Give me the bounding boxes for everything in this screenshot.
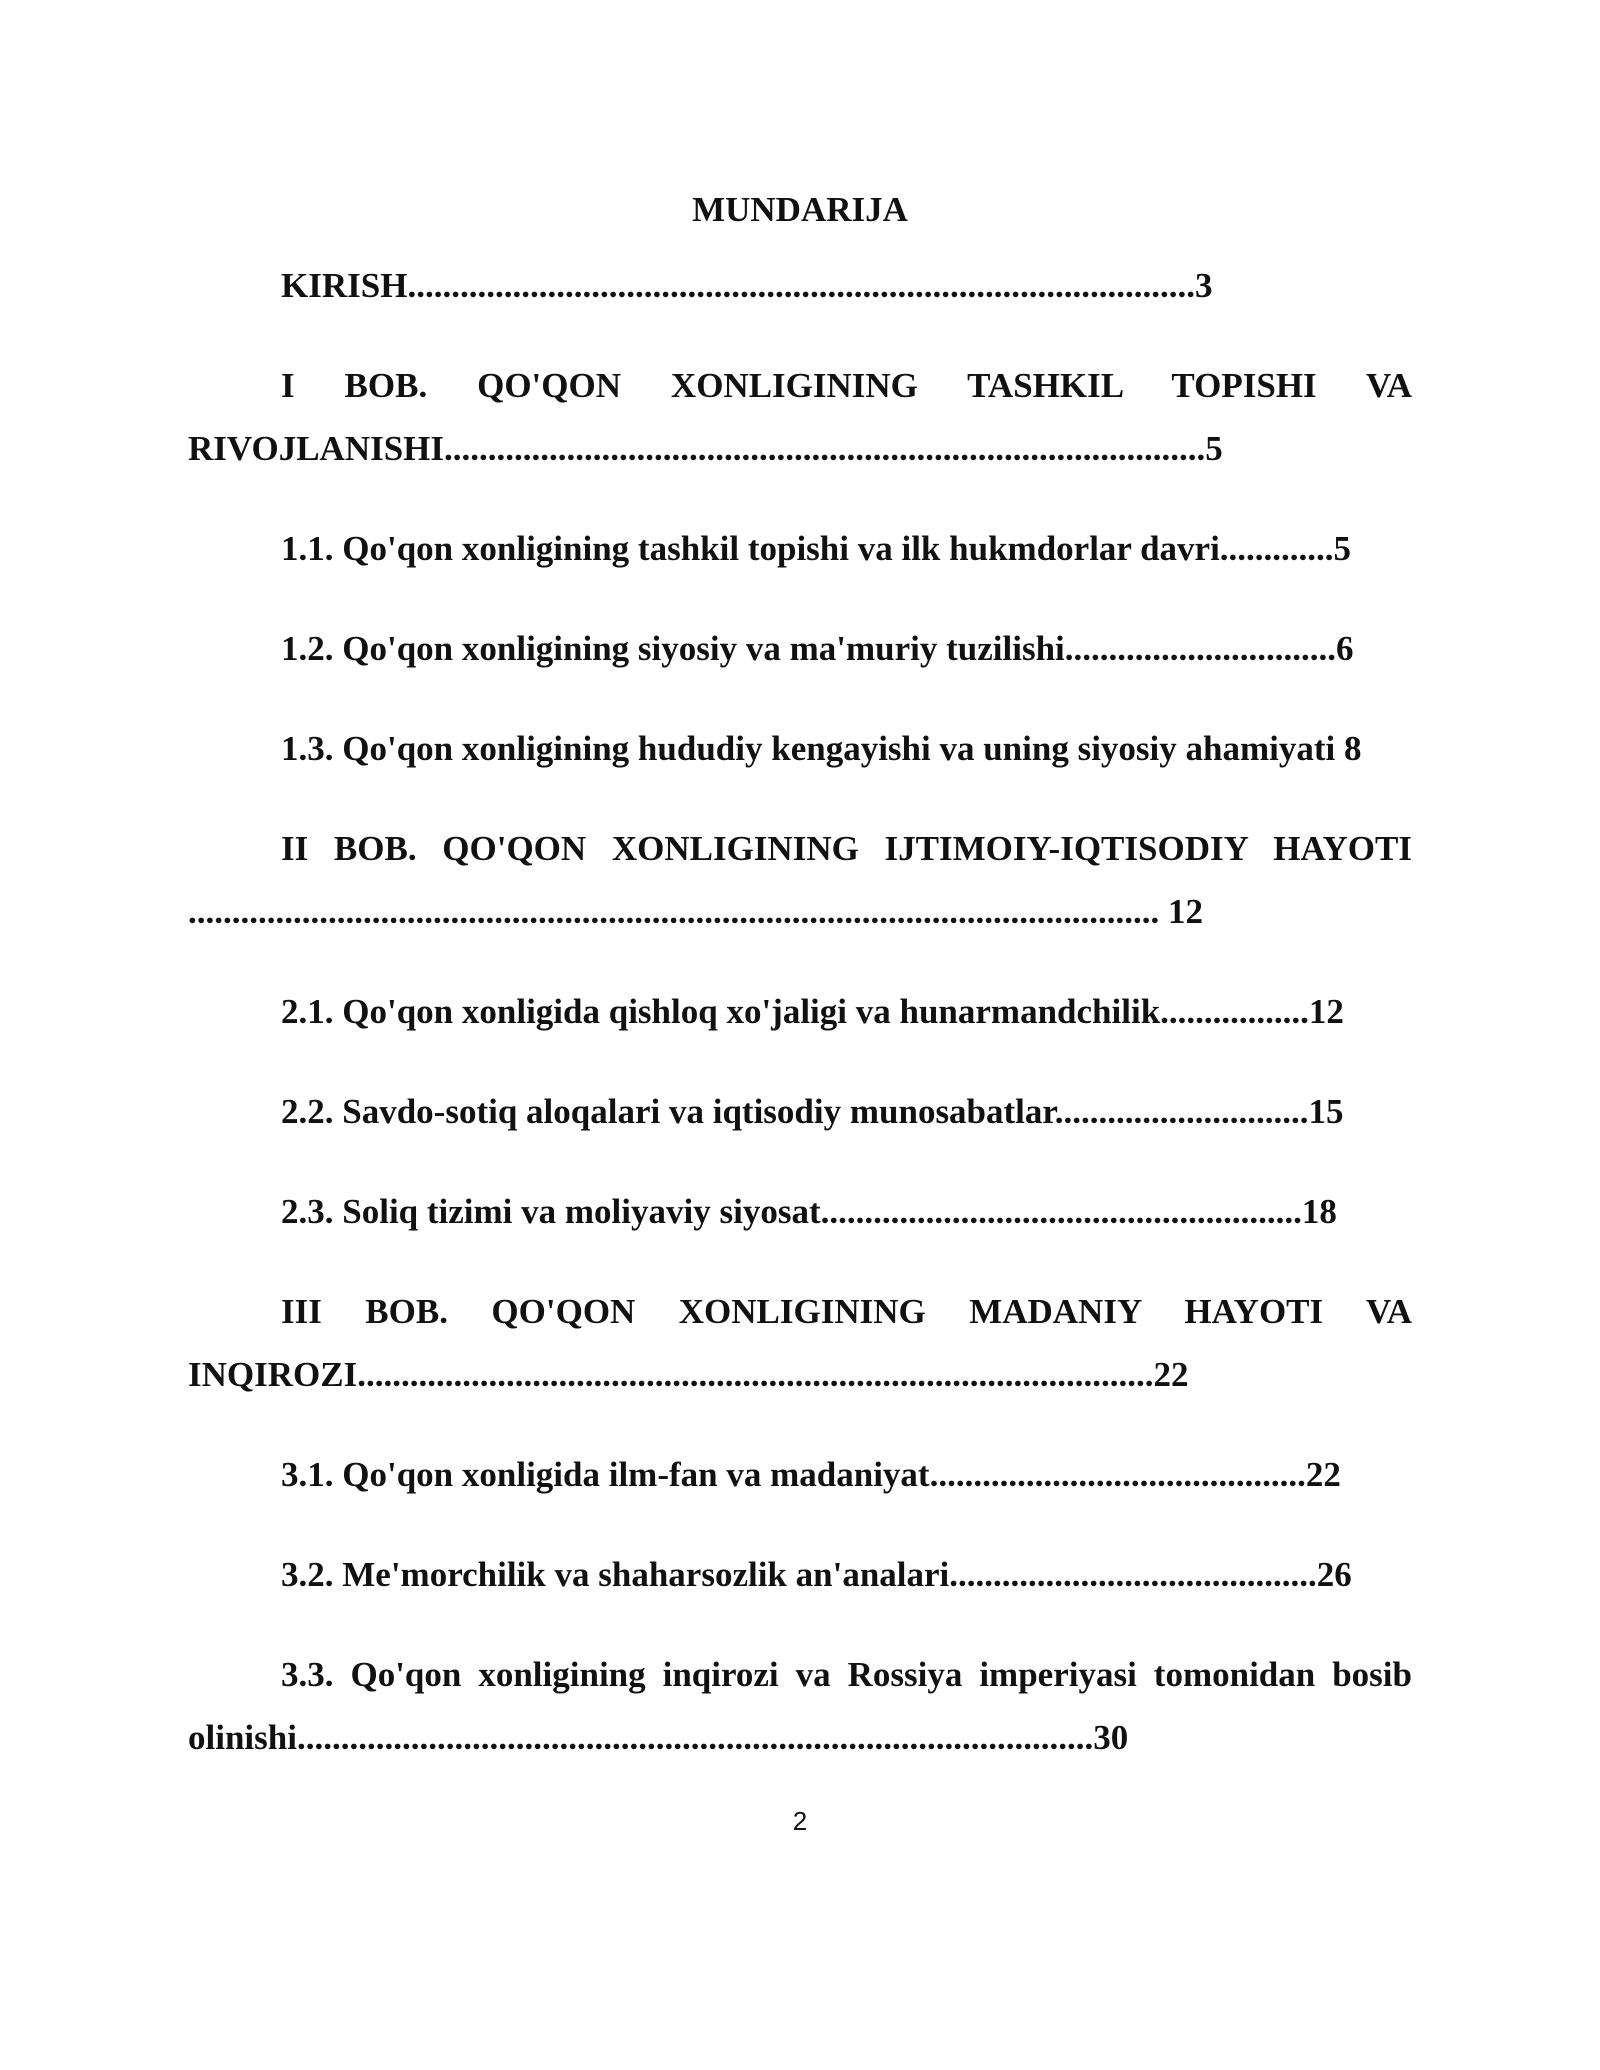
page-number: 2 — [792, 1806, 808, 1836]
toc-heading: 3.1. Qo'qon xonligida ilm-fan va madaniyat — [281, 1455, 930, 1494]
toc-dots: .......................................................................................... — [407, 266, 1195, 305]
toc-entry-kirish — [188, 254, 1412, 317]
toc-entry-section-2-1 — [188, 980, 1412, 1043]
toc-heading: 1.1. Qo'qon xonligining tashkil topishi va ilk hukmdorlar davri — [281, 529, 1220, 568]
toc-dots: ................. — [1160, 992, 1309, 1031]
toc-entry-chapter-1 — [188, 354, 1412, 480]
toc-page-number: 12 — [1308, 992, 1344, 1031]
toc-page-number: 6 — [1336, 629, 1354, 668]
toc-heading: 2.3. Soliq tizimi va moliyaviy siyosat — [281, 1192, 821, 1231]
toc-heading: II BOB. QO'QON XONLIGINING IJTIMOIY-IQTISODIY HAYOTI — [281, 829, 1412, 868]
table-of-contents — [188, 254, 1412, 1769]
toc-entry-section-2-3 — [188, 1180, 1412, 1243]
toc-page-number: 22 — [1305, 1455, 1341, 1494]
toc-page-number: 15 — [1308, 1092, 1344, 1131]
toc-heading: 1.3. Qo'qon xonligining hududiy kengayishi va uning siyosiy ahamiyati — [281, 729, 1336, 768]
toc-dots: ............................. — [1054, 1092, 1309, 1131]
toc-entry-section-3-2 — [188, 1543, 1412, 1606]
toc-entry-section-1-3 — [188, 717, 1412, 780]
toc-heading: 2.1. Qo'qon xonligida qishloq xo'jaligi va hunarmandchilik — [281, 992, 1161, 1031]
toc-dots: ........................................... — [929, 1455, 1306, 1494]
toc-entry-section-1-1 — [188, 517, 1412, 580]
toc-heading: I BOB. QO'QON XONLIGINING TASHKIL TOPISHI VA RIVOJLANISHI — [188, 366, 1412, 468]
toc-page-number: 26 — [1316, 1555, 1352, 1594]
toc-dots: ............. — [1219, 529, 1334, 568]
toc-page-number: 5 — [1205, 429, 1223, 468]
toc-entry-section-1-2 — [188, 617, 1412, 680]
toc-heading: 1.2. Qo'qon xonligining siyosiy va ma'muriy tuzilishi — [281, 629, 1065, 668]
toc-entry-chapter-2 — [188, 817, 1412, 943]
toc-dots: ........................................................................................... — [296, 1718, 1094, 1757]
toc-entry-section-3-1 — [188, 1443, 1412, 1506]
toc-page-number: 30 — [1093, 1718, 1129, 1757]
toc-page-number: 12 — [1159, 892, 1203, 931]
toc-dots: .......................................... — [949, 1555, 1317, 1594]
toc-page-number: 8 — [1335, 729, 1362, 768]
toc-heading: 3.3. Qo'qon xonligining inqirozi va Rossiya imperiyasi tomonidan bosib olinishi — [188, 1655, 1412, 1757]
toc-page-number: 5 — [1333, 529, 1352, 568]
toc-heading: 2.2. Savdo-sotiq aloqalari va iqtisodiy munosabatlar — [281, 1092, 1055, 1131]
toc-heading: KIRISH — [281, 266, 408, 305]
toc-heading: III BOB. QO'QON XONLIGINING MADANIY HAYOTI VA INQIROZI — [188, 1292, 1412, 1394]
toc-title: MUNDARIJA — [692, 190, 908, 229]
toc-entry-section-3-3 — [188, 1643, 1412, 1769]
toc-dots: ....................................................................................... — [444, 429, 1206, 468]
toc-page-number: 22 — [1153, 1355, 1189, 1394]
toc-dots: ....................................................... — [820, 1192, 1302, 1231]
toc-page-number: 18 — [1301, 1192, 1337, 1231]
toc-dots: ............................................................................................................... — [188, 892, 1160, 931]
toc-page-number: 3 — [1194, 266, 1213, 305]
toc-entry-section-2-2 — [188, 1080, 1412, 1143]
toc-entry-chapter-3 — [188, 1280, 1412, 1406]
toc-heading: 3.2. Me'morchilik va shaharsozlik an'analari — [281, 1555, 950, 1594]
toc-dots: ............................... — [1064, 629, 1337, 668]
toc-dots: ........................................................................................... — [357, 1355, 1154, 1394]
